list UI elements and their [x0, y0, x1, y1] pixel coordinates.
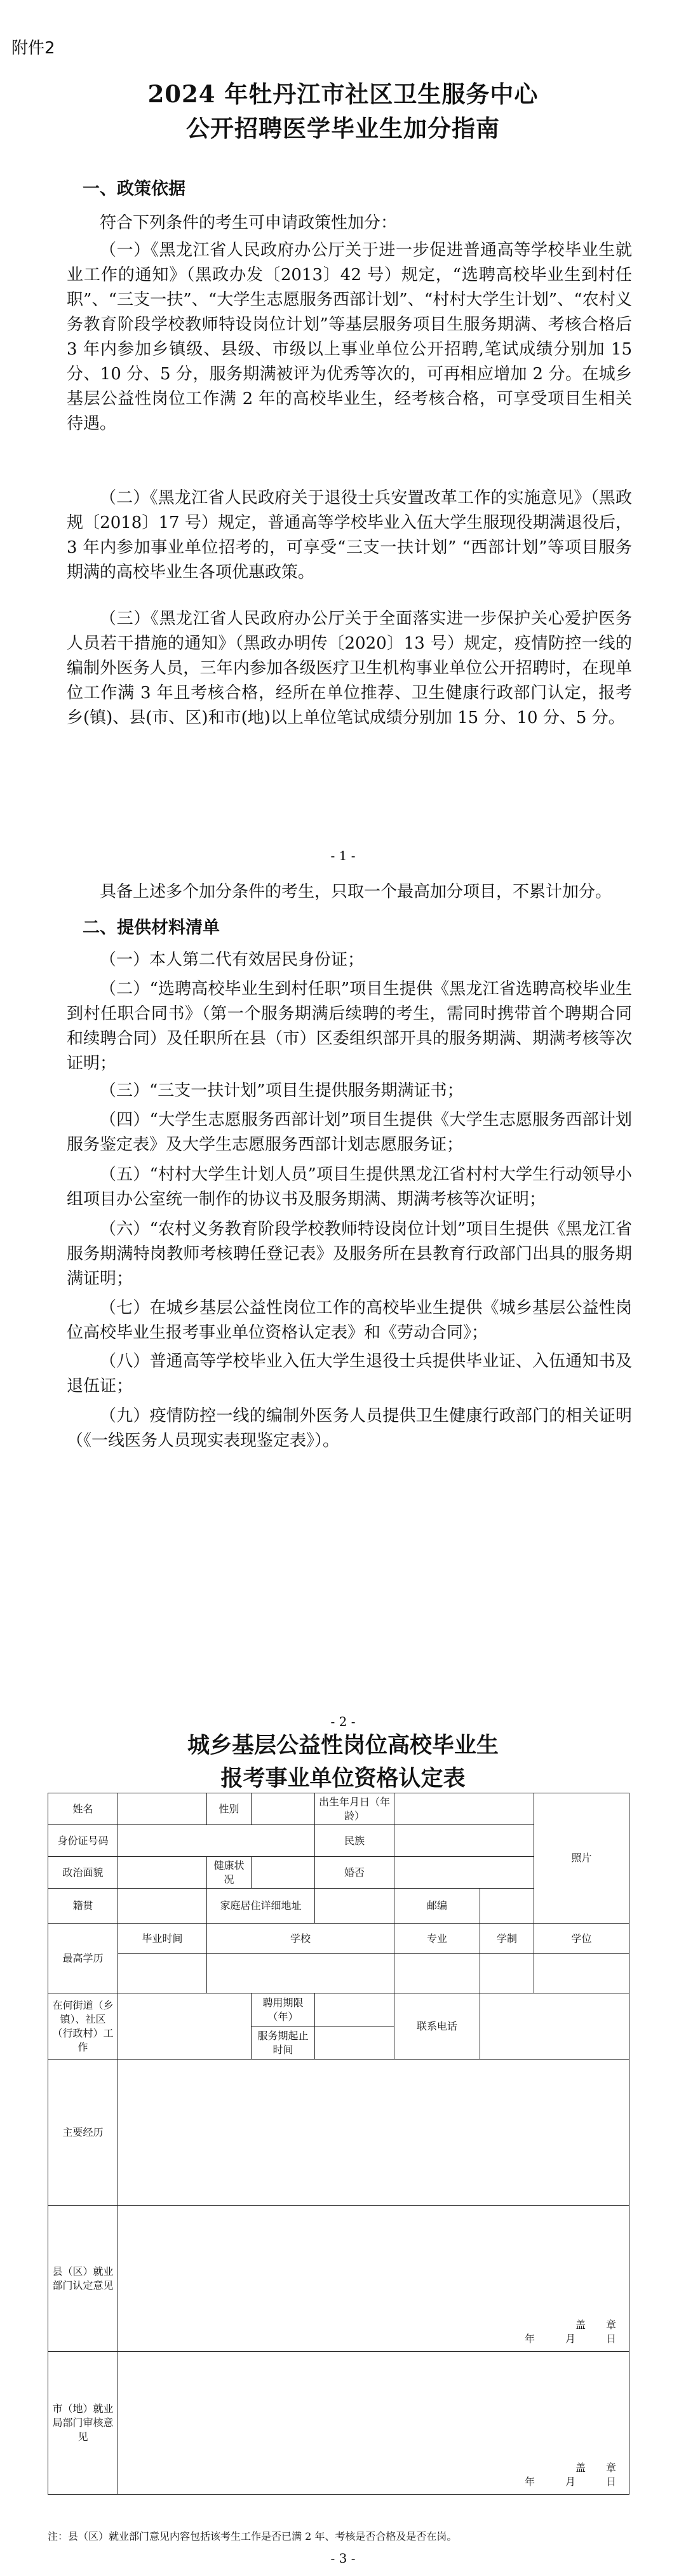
cell-political-value [118, 1857, 207, 1889]
cell-ethnicity-label: 民族 [315, 1825, 394, 1857]
cell-name-value [118, 1793, 207, 1825]
list-item: （三）“三支一扶计划”项目生提供服务期满证书； [100, 1081, 464, 1100]
form-title-line-1: 城乡基层公益性岗位高校毕业生 [187, 1732, 499, 1758]
cell-service-period-value [315, 2026, 394, 2060]
cell-ethnicity-value [394, 1825, 534, 1857]
cell-grad-time-label: 毕业时间 [118, 1924, 207, 1954]
form-title-line-2: 报考事业单位资格认定表 [220, 1765, 466, 1791]
cell-major-label: 专业 [394, 1924, 480, 1954]
list-item: （四）“大学生志愿服务西部计划”项目生提供《大学生志愿服务西部计划服务鉴定表》及大学生志愿服务西部计划志愿服务证； [67, 1110, 632, 1154]
title-line-1: 2024 年牡丹江市社区卫生服务中心 [147, 80, 539, 108]
page-number: - 3 - [330, 2551, 356, 2566]
paragraph: （一）《黑龙江省人民政府办公厅关于进一步促进普通高等学校毕业生就业工作的通知》（黑政办发〔2013〕42 号）规定，“选聘高校毕业生到村任职”、“三支一扶”、“大学生志愿服务西部计划”、“村村大学生计划”、“农村义务教育阶段学校教师特设岗位计划”等基层服务项目生服务期满、考核合格后 3 年内参加乡镇级、县级、市级以上事业单位公开招聘,笔试成绩分别加 15 分、10 分、5 分，服务期满被评为优秀等次的，可再相应增加 2 分。在城乡基层公益性岗位工作满 2 年的高校毕业生，经考核合格，可享受项目生相关待遇。 [67, 241, 632, 433]
cell-service-period-label: 服务期起止时间 [252, 2026, 315, 2060]
cell-county-opinion-label: 县（区）就业部门认定意见 [48, 2206, 118, 2352]
page-3 [0, 1626, 686, 2576]
cell-native-value [118, 1889, 207, 1924]
page-number: - 1 - [330, 848, 356, 863]
cell-experience-value [118, 2060, 629, 2206]
cell-birth-value [394, 1793, 534, 1825]
cell-id-value [118, 1825, 315, 1857]
cell-name-label: 姓名 [48, 1793, 118, 1825]
paragraph: （二）《黑龙江省人民政府关于退役士兵安置改革工作的实施意见》（黑政规〔2018〕17 号）规定，普通高等学校毕业入伍大学生服现役期满退役后，3 年内参加事业单位招考的，可享受“三支一扶计划” “西部计划”等项目服务期满的高校毕业生各项优惠政策。 [67, 489, 632, 582]
cell-address-label: 家庭居住详细地址 [207, 1889, 315, 1924]
cell-health-label: 健康状况 [207, 1857, 252, 1889]
title-line-2: 公开招聘医学毕业生加分指南 [186, 114, 500, 142]
list-item: （六）“农村义务教育阶段学校教师特设岗位计划”项目生提供《黑龙江省服务期满特岗教师考核聘任登记表》及服务所在县教育行政部门出具的服务期满证明； [67, 1220, 632, 1288]
list-item: （一）本人第二代有效居民身份证； [100, 950, 365, 969]
cell-schooling-label: 学制 [480, 1924, 534, 1954]
cell-gender-label: 性别 [207, 1793, 252, 1825]
cell-workplace-label: 在何街道（乡镇）、社区（行政村）工作 [48, 1993, 118, 2060]
list-item: （七）在城乡基层公益性岗位工作的高校毕业生提供《城乡基层公益性岗位高校毕业生报考事业单位资格认定表》和《劳动合同》； [67, 1298, 632, 1342]
date-label: 年 月 日 [524, 2476, 616, 2488]
cell-hire-term-value [315, 1993, 394, 2026]
cell-education-label: 最高学历 [48, 1924, 118, 1993]
cell-postcode-value [480, 1889, 534, 1924]
cell-id-label: 身份证号码 [48, 1825, 118, 1857]
cell-workplace-value [118, 1993, 252, 2060]
cell-political-label: 政治面貌 [48, 1857, 118, 1889]
list-item: （八）普通高等学校毕业入伍大学生退役士兵提供毕业证、入伍通知书及退伍证； [67, 1352, 632, 1396]
section-2-heading: 二、提供材料清单 [83, 918, 220, 938]
date-label: 年 月 日 [524, 2333, 616, 2345]
cell-gender-value [252, 1793, 315, 1825]
page-2 [0, 877, 686, 1626]
cell-school-label: 学校 [207, 1924, 394, 1954]
cell-experience-label: 主要经历 [48, 2060, 118, 2206]
cell-degree-label: 学位 [534, 1924, 629, 1954]
cell-marital-value [394, 1857, 534, 1889]
cell-city-review-label: 市（地）就业局部门审核意见 [48, 2352, 118, 2495]
cell-health-value [252, 1857, 315, 1889]
list-item: （五）“村村大学生计划人员”项目生提供黑龙江省村村大学生行动领导小组项目办公室统一制作的协议书及服务期满、期满考核等次证明； [67, 1165, 632, 1209]
cell-hire-term-label: 聘用期限（年） [252, 1993, 315, 2026]
cell-city-review-value [118, 2352, 629, 2495]
list-item: （九）疫情防控一线的编制外医务人员提供卫生健康行政部门的相关证明（《一线医务人员现实表现鉴定表》）。 [67, 1406, 632, 1450]
seal-label: 盖 章 [575, 2462, 616, 2474]
cell-marital-label: 婚否 [315, 1857, 394, 1889]
page-number: - 2 - [330, 1714, 356, 1729]
cell-postcode-label: 邮编 [394, 1889, 480, 1924]
paragraph: 符合下列条件的考生可申请政策性加分： [100, 213, 398, 233]
cell-phone-label: 联系电话 [394, 1993, 480, 2060]
qualification-form-table [48, 1793, 629, 2495]
cell-photo: 照片 [534, 1793, 629, 1924]
cell-county-opinion-value [118, 2206, 629, 2352]
attachment-label: 附件2 [11, 39, 55, 58]
cell-phone-value [480, 1993, 629, 2060]
list-item: （二）“选聘高校毕业生到村任职”项目生提供《黑龙江省选聘高校毕业生到村任职合同书》（第一个服务期满后续聘的考生，需同时携带首个聘期合同和续聘合同）及任职所在县（市）区委组织部开具的服务期满、期满考核等次证明； [67, 980, 632, 1073]
page-1 [0, 0, 686, 877]
paragraph: （三）《黑龙江省人民政府办公厅关于全面落实进一步保护关心爱护医务人员若干措施的通知》（黑政办明传〔2020〕13 号）规定，疫情防控一线的编制外医务人员，三年内参加各级医疗卫生机构事业单位公开招聘时，在现单位工作满 3 年且考核合格，经所在单位推荐、卫生健康行政部门认定，报考乡(镇)、县(市、区)和市(地)以上单位笔试成绩分别加 15 分、10 分、5 分。 [67, 609, 632, 727]
section-1-heading: 一、政策依据 [83, 179, 185, 199]
paragraph: 具备上述多个加分条件的考生，只取一个最高加分项目，不累计加分。 [100, 882, 612, 901]
seal-label: 盖 章 [575, 2319, 616, 2331]
cell-native-label: 籍贯 [48, 1889, 118, 1924]
cell-birth-label: 出生年月日（年龄） [315, 1793, 394, 1825]
cell-address-value [315, 1889, 394, 1924]
form-note: 注：县（区）就业部门意见内容包括该考生工作是否已满 2 年、考核是否合格及是否在岗。 [48, 2530, 457, 2542]
